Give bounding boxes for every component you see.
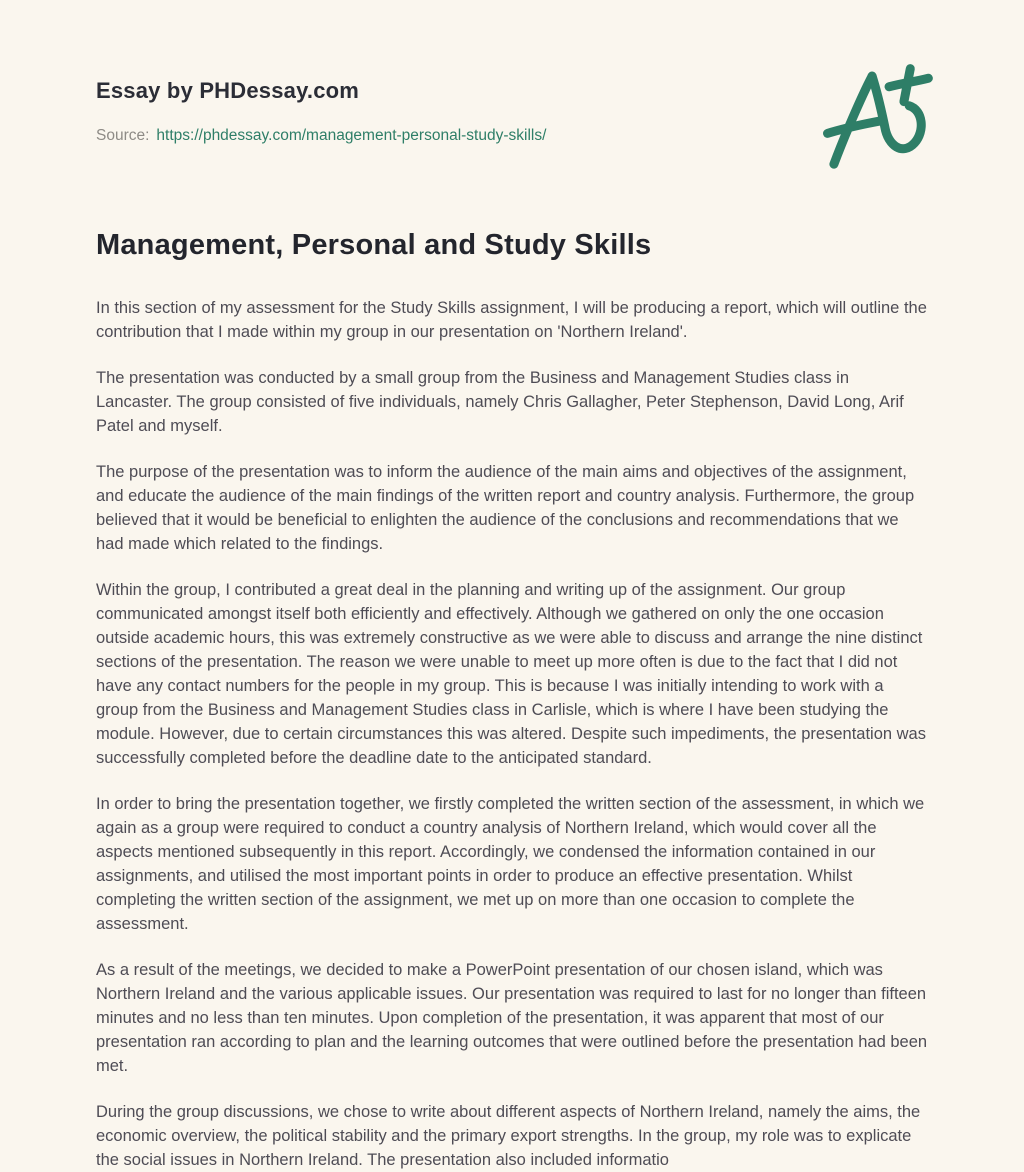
- essay-title: Management, Personal and Study Skills: [96, 229, 652, 261]
- source-line: [96, 127, 928, 145]
- source-link[interactable]: https://phdessay.com/management-personal-study-skills/: [156, 127, 547, 144]
- essay-content: [96, 229, 928, 1172]
- brand-title: Essay by PHDessay.com: [96, 78, 360, 103]
- essay-paragraph: The purpose of the presentation was to inform the audience of the main aims and objectives of the assignment, and educate the audience of the main findings of the written report and country analysis. Furthermore, the group believed that it would be beneficial to enlighten the audience of the conclusions and recommendations that we had made which related to the findings.: [96, 463, 915, 553]
- essay-body: [96, 296, 928, 1172]
- source-label: Source:: [96, 127, 150, 144]
- page-header: [96, 78, 928, 145]
- essay-paragraph: As a result of the meetings, we decided to make a PowerPoint presentation of our chosen island, which was Northern Ireland and the various applicable issues. Our presentation was required to last for no longer than fifteen minutes and no less than ten minutes. Upon completion of the presentation, it was apparent that most of our presentation ran according to plan and the learning outcomes that were outlined before the presentation had been met.: [96, 961, 928, 1075]
- essay-paragraph: In this section of my assessment for the Study Skills assignment, I will be producing a report, which will outline the contribution that I made within my group in our presentation on 'Northern Ireland'.: [96, 299, 927, 341]
- essay-paragraph: In order to bring the presentation together, we firstly completed the written section of the assessment, in which we again as a group were required to conduct a country analysis of Northern Ireland, which would cover all the aspects mentioned subsequently in this report. Accordingly, we condensed the information contained in our assignments, and utilised the most important points in order to produce an effective presentation. Whilst completing the written section of the assignment, we met up on more than one occasion to complete the assessment.: [96, 795, 925, 933]
- essay-paragraph: During the group discussions, we chose to write about different aspects of Northern Ireland, namely the aims, the economic overview, the political stability and the primary export strengths. In the group, my role was to explicate the social issues in Northern Ireland. The presentation also included informatio: [96, 1103, 921, 1169]
- a-plus-swoosh-logo-icon: [818, 62, 940, 174]
- essay-paragraph: Within the group, I contributed a great deal in the planning and writing up of the assignment. Our group communicated amongst itself both efficiently and effectively. Although we gathered on only the one occasion outside academic hours, this was extremely constructive as we were able to discuss and arrange the nine distinct sections of the presentation. The reason we were unable to meet up more often is due to the fact that I did not have any contact numbers for the people in my group. This is because I was initially intending to work with a group from the Business and Management Studies class in Carlisle, which is where I have been studying the module. However, due to certain circumstances this was altered. Despite such impediments, the presentation was successfully completed before the deadline date to the anticipated standard.: [96, 581, 926, 767]
- essay-paragraph: The presentation was conducted by a small group from the Business and Management Studies class in Lancaster. The group consisted of five individuals, namely Chris Gallagher, Peter Stephenson, David Long, Arif Patel and myself.: [96, 369, 904, 435]
